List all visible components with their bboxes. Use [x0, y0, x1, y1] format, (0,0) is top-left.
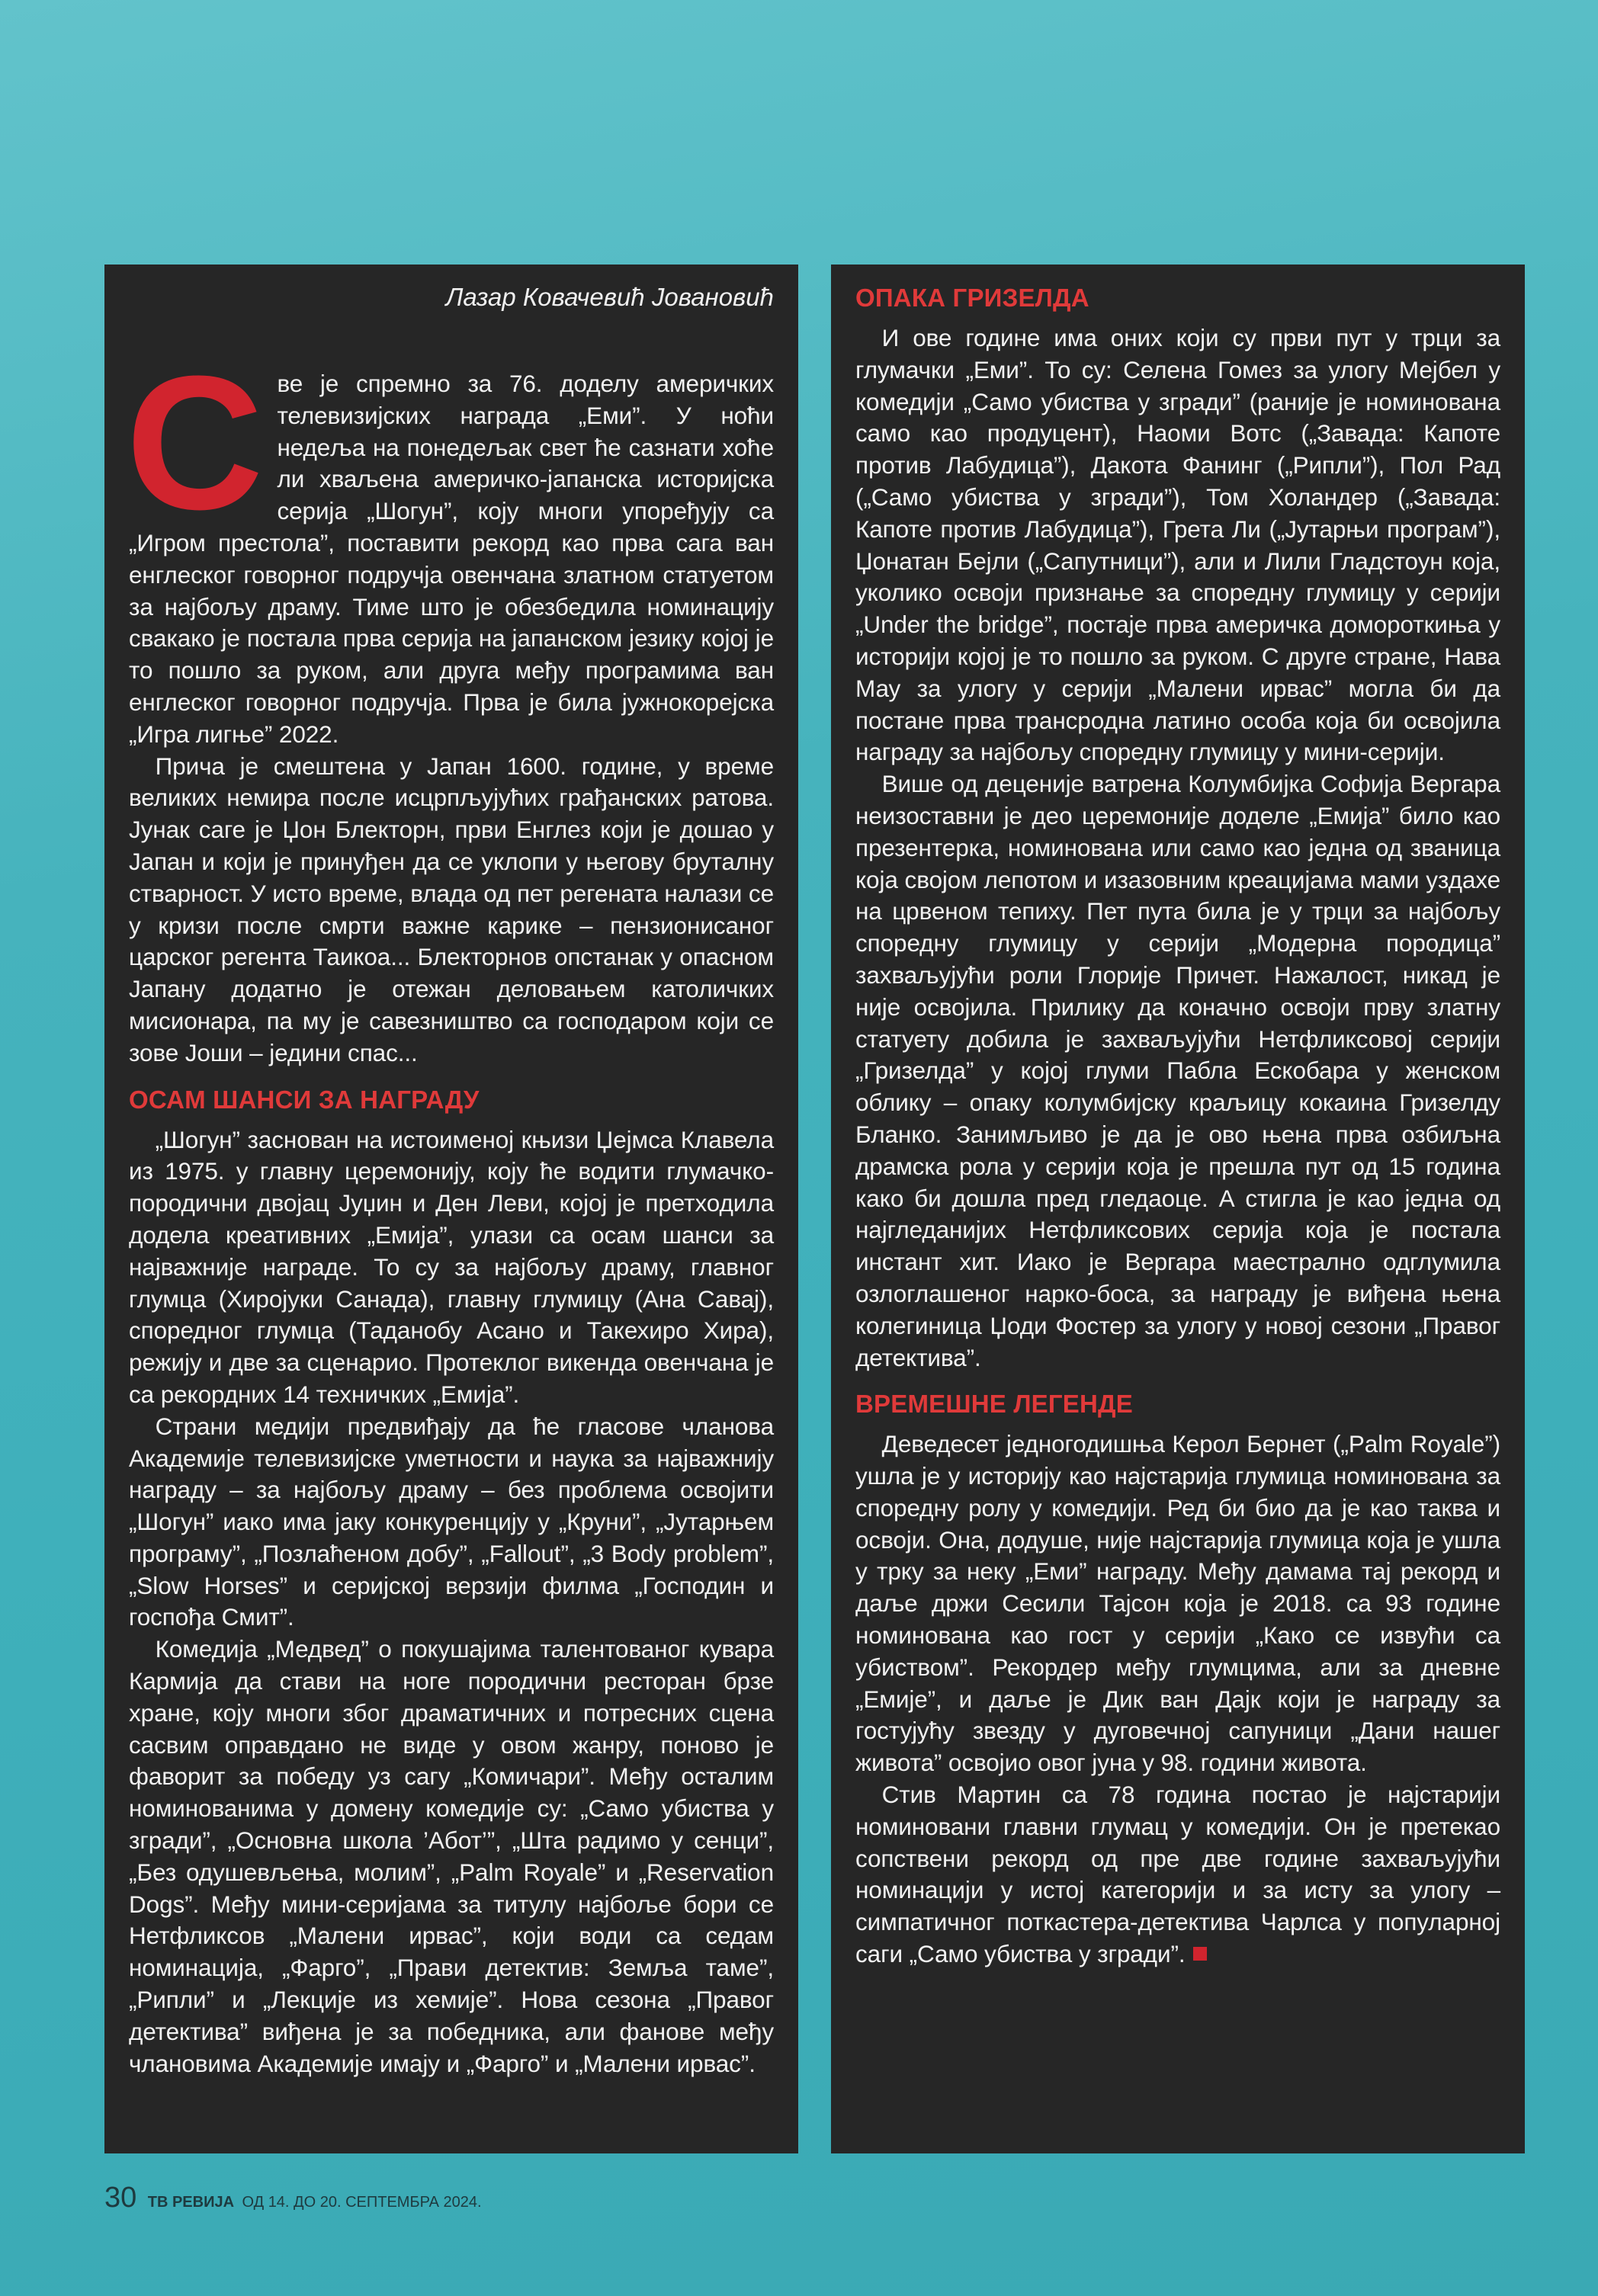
magazine-name: ТВ РЕВИЈА — [147, 2194, 235, 2211]
page-number: 30 — [104, 2182, 137, 2214]
section-3-paragraph-1: Деведесет једногодишња Керол Бернет („Palm Royale”) ушла је у историју као најстарија глумица номинована за споредну ролу у комедији. Ред би био да је као таква и освоји. Она, додуше, није најстарија глумица која је ушла у трку за неку „Еми” награду. Међу дамама тај рекорд и даље држи Сесили Тајсон која је 2018. са 93 године номинована као гост у серији „Како се извући са убиством”. Рекордер међу глумцима, али за дневне „Емије”, и даље је Дик ван Дајк који је награду за гостујућу звезду у дуговечној сапуници „Дани нашег живота” освојио овог јуна у 98. години живота. — [855, 1430, 1500, 1777]
drop-cap: С — [126, 336, 264, 549]
section-heading-opaka-grizelda: ОПАКА ГРИЗЕЛДА — [855, 284, 1089, 312]
section-3-paragraph-2-text: Стив Мартин са 78 година постао је најстарији номиновани главни глумац у комедији. Он је претекао сопствени рекорд од пре две године захваљујући номинацији у истој категорији и за исту за улогу – симпатичног поткастера-детектива Чарлса у популарној саги „Само убиства у згради”. — [855, 1781, 1500, 1968]
section-1-paragraph-2: Страни медији предвиђају да ће гласове чланова Академије телевизијске уметности и наука за најважнију награду – за најбољу драму – без проблема освојити „Шогун” иако има јаку конкуренцију у „Круни”, „Јутарњем програму”, „Позлаћеном добу”, „Fallout”, „3 Body problem”, „Slow Horses” и серијској верзији филма „Господин и госпођа Смит”. — [129, 1412, 774, 1631]
intro-paragraph-1-text: ве је спремно за 76. доделу америчких телевизијских награда „Еми”. У ноћи недеља на понедељак свет ће сазнати хоће ли хваљена америчко-јапанска историјска серија „Шогун”, коју многи упоређују са „Игром престола”, поставити рекорд као прва сага ван енглеског говорног подручја овенчана златном статуетом за најбољу драму. Тиме што је обезбедила номинацију свакако је постала прва серија на јапанском језику којој је то пошло за руком, али друга међу програмима ван енглеског говорног подручја. Прва је била јужнокорејска „Игра лигње” 2022. — [129, 370, 774, 748]
section-3-paragraph-2 — [855, 1779, 1500, 1971]
article-column-left — [104, 265, 798, 2153]
section-1-paragraph-3: Комедија „Медвед” о покушајима талентованог кувара Кармија да стави на ноге породични ресторан брзе хране, коју многи због драматичних и потресних сцена сасвим оправдано не виде у овом жанру, поново је фаворит за победу уз сагу „Комичари”. Међу осталим номинованима у домену комедије су: „Само убиства у згради”, „Основна школа ’Абот’”, „Шта радимо у сенци”, „Без одушевљења, молим”, „Palm Royale” и „Reservation Dogs”. Међу мини-серијама за титулу најбоље бори се Нетфликсов „Малени ирвас”, који води са седам номинација, „Фарго”, „Прави детектив: Земља таме”, „Рипли” и „Лекције из хемије”. Нова сезона „Правог детектива” виђена је за победника, али фанове међу члановима Академије имају и „Фарго” и „Малени ирвас”. — [129, 1635, 774, 2077]
page-footer — [104, 2182, 482, 2214]
intro-paragraph-1 — [126, 336, 774, 751]
section-2-paragraph-2: Више од деценије ватрена Колумбијка Софија Вергара неизоставни је део церемоније доделе „Емија” било као презентерка, номинована или само као једна од званица која својом лепотом и изазовним креацијама мами уздахе на црвеном тепиху. Пет пута била је у трци за најбољу споредну глумицу у серији „Модерна породица” захваљујући роли Глорије Причет. Нажалост, никад је није освојила. Прилику да коначно освоји прву златну статуету добила је захваљујући Нетфликсовој серији „Гризелда” у којој глуми Пабла Ескобара у женском облику – опаку колумбијску краљицу кокаина Гризелду Бланко. Занимљиво је да је ово њена прва озбиљна драмска рола у серији која је прешла пут од 15 година како би дошла пред гледаоце. А стигла је као једна од најгледанијих Нетфликсових серија која је постала инстант хит. Иако је Вергара маестрално одглумила озлоглашеног нарко-боса, за награду је виђена њена колегиница Џоди Фостер за улогу у новој сезони „Правог детектива”. — [855, 770, 1500, 1371]
byline: Лазар Ковачевић Јовановић — [445, 283, 774, 311]
issue-dates: ОД 14. ДО 20. СЕПТЕМБРА 2024. — [242, 2194, 482, 2211]
end-of-article-square-icon — [1193, 1947, 1207, 1961]
section-heading-vremesne-legende: ВРЕМЕШНЕ ЛЕГЕНДЕ — [855, 1390, 1133, 1419]
article-column-right — [831, 265, 1525, 2153]
intro-paragraph-2: Прича је смештена у Јапан 1600. године, у време великих немира после исцрпљујућих грађанских ратова. Јунак саге је Џон Блекторн, први Енглез који је дошао у Јапан и који је принуђен да се уклопи у његову бруталну стварност. У исто време, влада од пет регената налази се у кризи после смрти важне карике – пензионисаног царског регента Таикоа... Блекторнов опстанак у опасном Јапану додатно је отежан деловањем католичких мисионара, па му је савезништво са господаром који се зове Јоши – једини спас... — [129, 752, 774, 1066]
section-2-paragraph-1: И ове године има оних који су први пут у трци за глумачки „Еми”. То су: Селена Гомез за улогу Мејбел у комедији „Само убиства у згради” (раније је номинована само као продуцент), Наоми Вотс („Завада: Капоте против Лабудица”), Дакота Фанинг („Рипли”), Пол Рад („Само убиства у згради”), Том Холандер („Завада: Капоте против Лабудица”), Грета Ли („Јутарњи програм”), Џонатан Бејли („Сапутници”), али и Лили Гладстоун која, уколико освоји признање за споредну глумицу у серији „Under the bridge”, постаје прва америчка домороткиња у историји којој је то пошло за руком. С друге стране, Нава Мау за улогу у серији „Малени ирвас” могла би да постане прва трансродна латино особа која би освојила награду за најбољу споредну глумицу у мини-серији. — [855, 324, 1500, 766]
section-heading-osam-sansi: ОСАМ ШАНСИ ЗА НАГРАДУ — [129, 1085, 480, 1114]
section-1-paragraph-1: „Шогун” заснован на истоименој књизи Џејмса Клавела из 1975. у главну церемонију, коју ће водити глумачко-породични двојац Јуџин и Ден Леви, којој је претходила додела креативних „Емија”, улази са осам шанси за најважније награде. То су за најбољу драму, главног глумца (Хиројуки Санада), главну глумицу (Ана Савај), споредног глумца (Таданобу Асано и Такехиро Хира), режију и две за сценарио. Протеклог викенда овенчана је са рекордних 14 техничких „Емија”. — [129, 1125, 774, 1408]
